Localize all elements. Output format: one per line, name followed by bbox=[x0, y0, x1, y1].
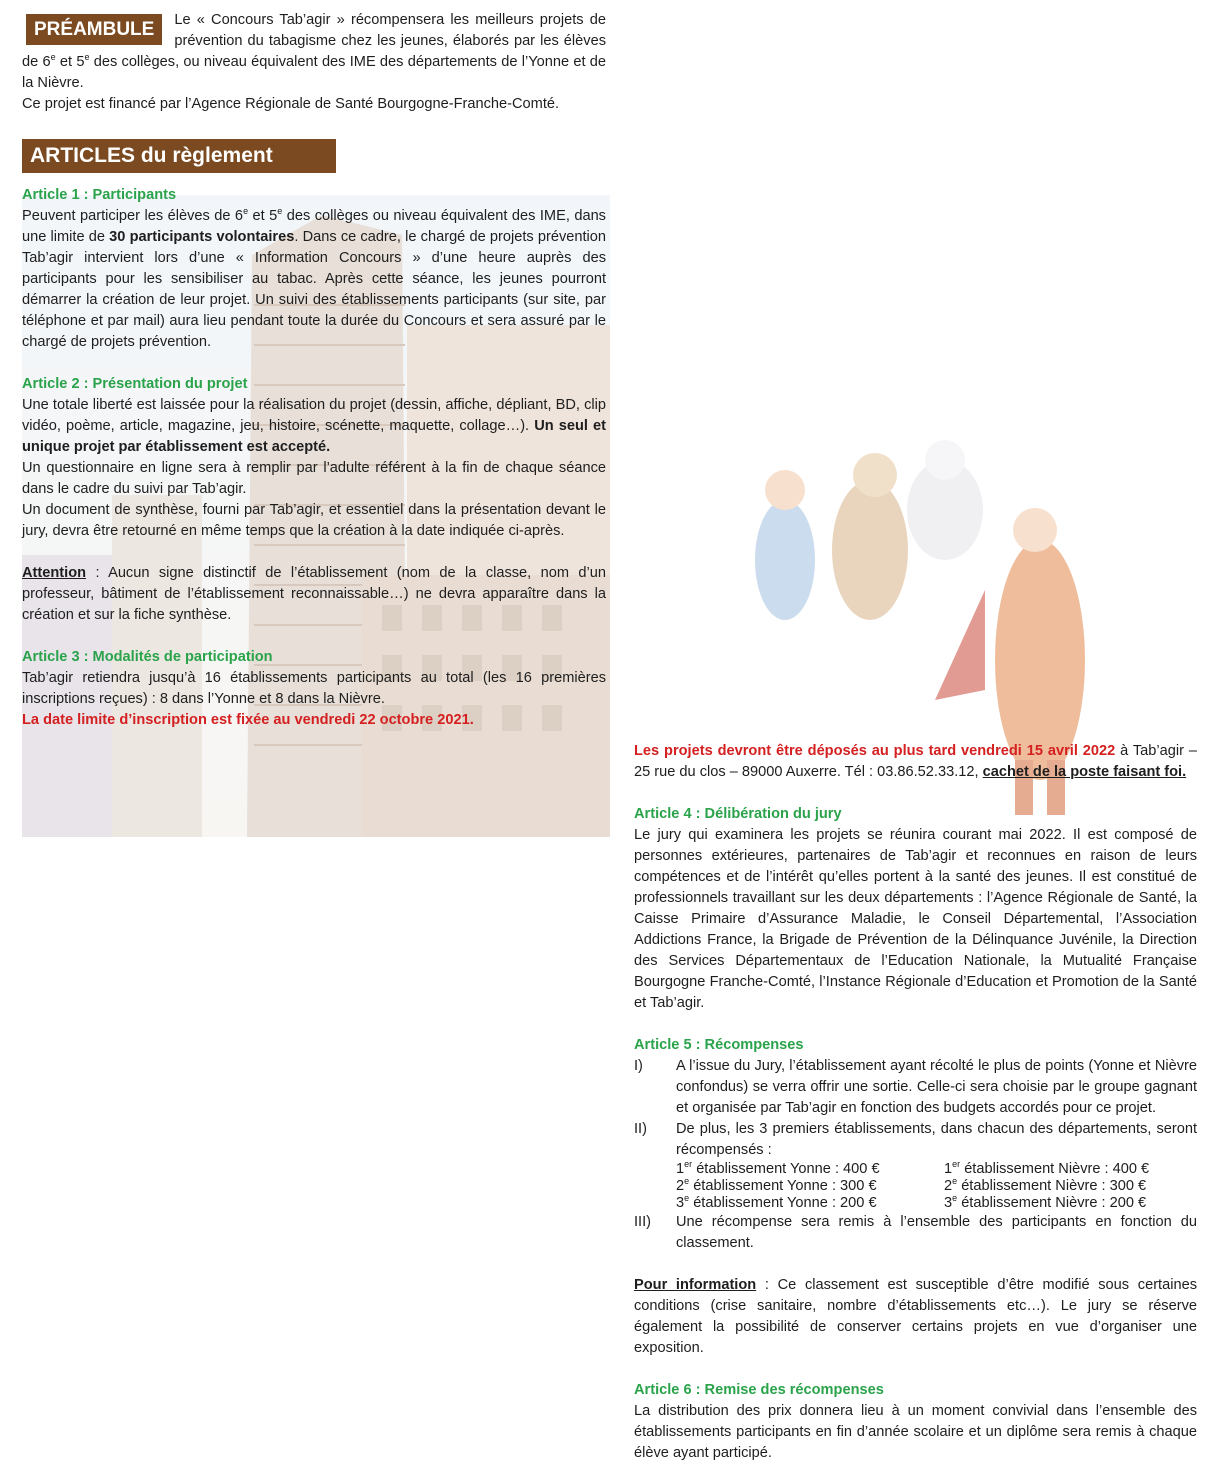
article2-text3: Un document de synthèse, fourni par Tab’agir, et essentiel dans la présentation devant le jury, devra être retourné en même temps que la création à la date indiquée ci-après. bbox=[22, 502, 606, 539]
article6-title: Article 6 : Remise des récompenses bbox=[634, 1382, 884, 1398]
article6-text: La distribution des prix donnera lieu à un moment convivial dans l’ensemble des établissements participants en fin d’année scolaire et un diplôme sera remis à chaque élève ayant participé. bbox=[634, 1403, 1197, 1461]
reward-item-1: I) A l’issue du Jury, l’établissement ayant récolté le plus de points (Yonne et Nièvre confondus) se verra offrir une sortie. Celle-ci sera choisie par le groupe gagnant et organisée par Tab’agir en fonction des budgets accordés pour ce projet. bbox=[634, 1058, 1197, 1116]
attention-note: Attention : Aucun signe distinctif de l’établissement (nom de la classe, nom d’un professeur, bâtiment de l’établissement reconnaissable…) ne devra apparaître dans la création et sur la fiche synthèse. bbox=[22, 565, 606, 623]
left-column bbox=[22, 0, 606, 731]
right-column bbox=[634, 731, 1197, 1464]
article1-text: Peuvent participer les élèves de 6e et 5e des collèges ou niveau équivalent des IME, dans une limite de 30 participants volontaires. Dans ce cadre, le chargé de projets prévention Tab’agir intervient lors d’une « Information Concours » d’une heure auprès des participants pour les sensibiliser au tabac. Après cette séance, les jeunes pourront démarrer la création de leur projet. Un suivi des établissements participants (sur site, par téléphone et par mail) aura lieu pendant toute la durée du Concours et sera assuré par le chargé de projets prévention. bbox=[22, 206, 607, 350]
registration-deadline: La date limite d’inscription est fixée au vendredi 22 octobre 2021. bbox=[22, 712, 474, 728]
prize-yonne-2: 2e établissement Yonne : 300 € bbox=[676, 1176, 877, 1194]
reward-item-3: III) Une récompense sera remis à l’ensemble des participants en fonction du classement. bbox=[634, 1214, 1197, 1251]
prize-nievre-2: 2e établissement Nièvre : 300 € bbox=[944, 1176, 1147, 1194]
article2-text1: Une totale liberté est laissée pour la réalisation du projet (dessin, affiche, dépliant, BD, clip vidéo, poème, article, magazine, jeu, histoire, scénette, maquette, collage…). Un seul et unique projet par établissement est accepté. bbox=[22, 397, 607, 455]
article2-title: Article 2 : Présentation du projet bbox=[22, 376, 248, 392]
prize-table bbox=[676, 1161, 1197, 1212]
article4-text: Le jury qui examinera les projets se réunira courant mai 2022. Il est composé de personnes extérieures, partenaires de Tab’agir et reconnues en raison de leurs compétences et de l’intérêt qu’elles portent à la santé des jeunes. Il est constitué de professionnels travaillant sur les deux départements : l’Agence Régionale de Santé, la Caisse Primaire d’Assurance Maladie, le Conseil Départemental, l’Association Addictions France, la Brigade de Prévention de la Délinquance Juvénile, la Direction des Services Départementaux de l’Education Nationale, la Mutualité Française Bourgogne Franche-Comté, l’Instance Régionale d’Education et Promotion de la Santé et Tab’agir. bbox=[634, 827, 1197, 1011]
prize-nievre-1: 1er établissement Nièvre : 400 € bbox=[944, 1159, 1150, 1177]
preambule-funding: Ce projet est financé par l’Agence Régionale de Santé Bourgogne-Franche-Comté. bbox=[22, 96, 560, 112]
article1-title: Article 1 : Participants bbox=[22, 187, 177, 203]
information-note: Pour information : Ce classement est susceptible d’être modifié sous certaines conditions (crise sanitaire, nombre d’établissements etc…). Le jury se réserve également la possibilité de conserver certains projets en vue d’organiser une exposition. bbox=[634, 1277, 1197, 1356]
article5-title: Article 5 : Récompenses bbox=[634, 1037, 804, 1053]
preambule-banner: PRÉAMBULE bbox=[26, 14, 162, 45]
deposit-notice: Les projets devront être déposés au plus tard vendredi 15 avril 2022 à Tab’agir – 25 rue du clos – 89000 Auxerre. Tél : 03.86.52.33.12, cachet de la poste faisant foi. bbox=[634, 743, 1197, 780]
article3-title: Article 3 : Modalités de participation bbox=[22, 649, 273, 665]
reward-item-2: II) De plus, les 3 premiers établissements, dans chacun des départements, seront récompensés : bbox=[634, 1121, 1197, 1158]
article3-text: Tab’agir retiendra jusqu’à 16 établissements participants au total (les 16 premières inscriptions reçues) : 8 dans l’Yonne et 8 dans la Nièvre. bbox=[22, 670, 606, 707]
prize-nievre-3: 3e établissement Nièvre : 200 € bbox=[944, 1193, 1147, 1211]
articles-banner: ARTICLES du règlement bbox=[22, 139, 336, 173]
prize-yonne-1: 1er établissement Yonne : 400 € bbox=[676, 1159, 880, 1177]
prize-yonne-3: 3e établissement Yonne : 200 € bbox=[676, 1193, 877, 1211]
article4-title: Article 4 : Délibération du jury bbox=[634, 806, 842, 822]
preambule-paragraph: Le « Concours Tab’agir » récompensera les meilleurs projets de prévention du tabagisme chez les jeunes, élaborés par les élèves de 6e et 5e des collèges, ou niveau équivalent des IME des départements de l’Yonne et de la Nièvre. bbox=[22, 12, 606, 91]
article2-text2: Un questionnaire en ligne sera à remplir par l’adulte référent à la fin de chaque séance dans le cadre du suivi par Tab’agir. bbox=[22, 460, 606, 497]
